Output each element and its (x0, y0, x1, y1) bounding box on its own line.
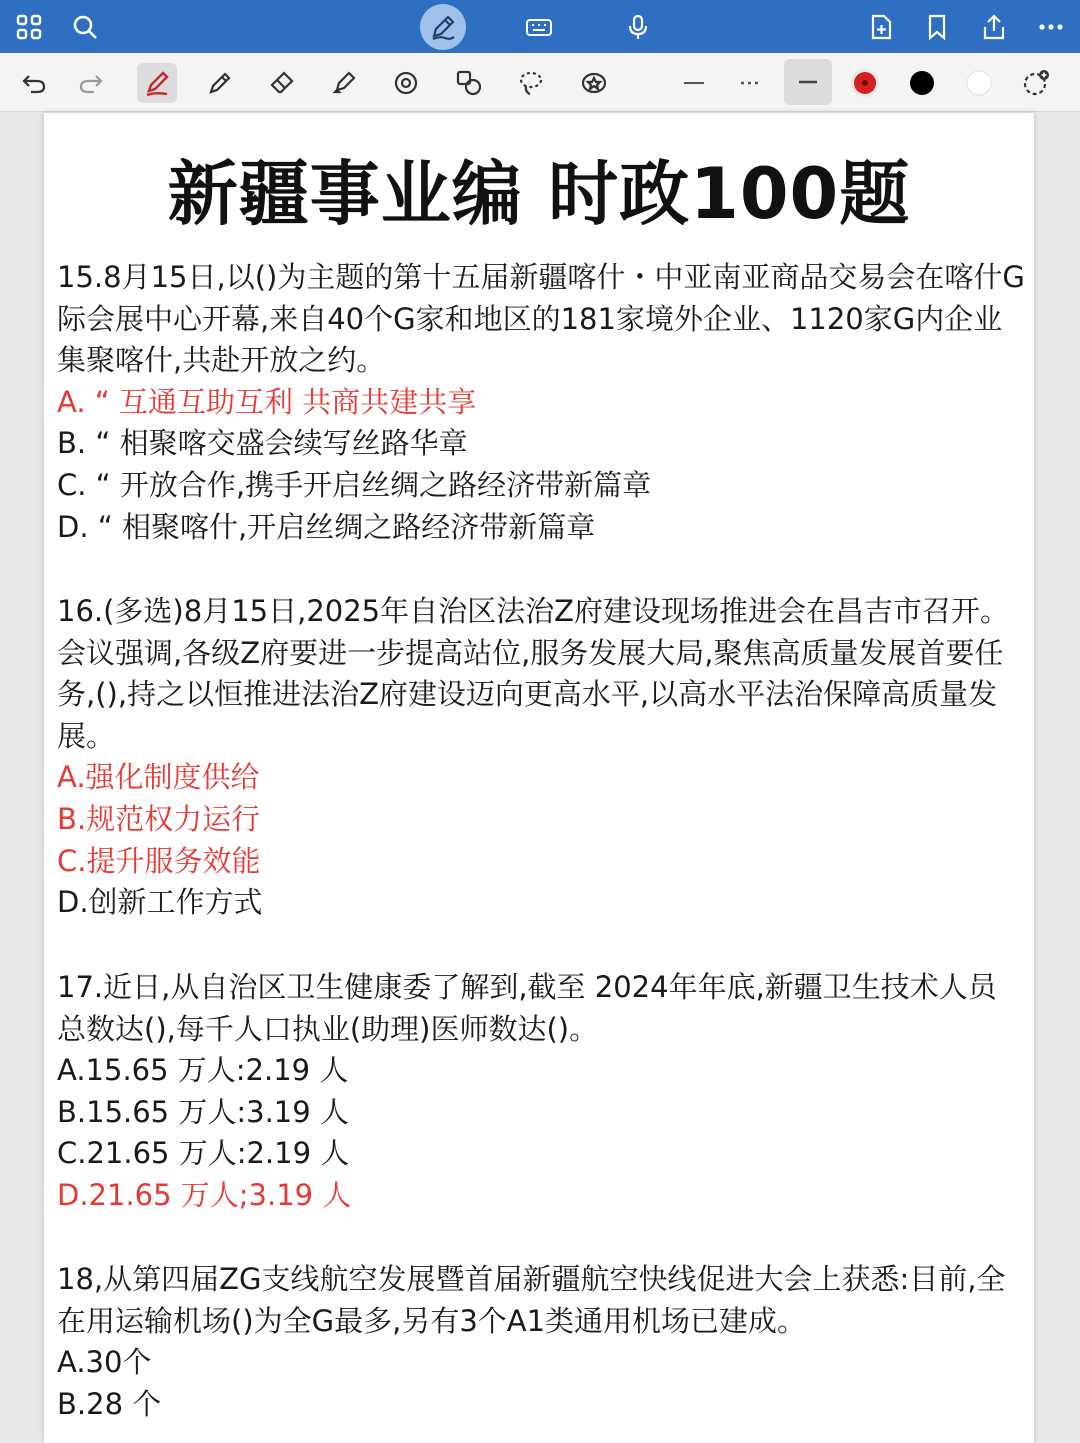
option-a: A.15.65 万人:2.19 人 (57, 1053, 349, 1088)
line-solid-icon[interactable] (674, 63, 714, 103)
color-red[interactable] (845, 63, 885, 103)
bookmark-icon[interactable] (918, 8, 956, 46)
option-b: B.15.65 万人:3.19 人 (57, 1094, 349, 1129)
question-18 (57, 1259, 1025, 1425)
share-icon[interactable] (975, 8, 1013, 46)
sticker-icon[interactable] (574, 63, 614, 103)
note-page[interactable] (44, 113, 1034, 1443)
line-thick-icon[interactable] (784, 59, 832, 105)
option-b: B.28 个 (57, 1386, 162, 1421)
question-16 (57, 591, 1025, 924)
line-dash-icon[interactable] (731, 63, 771, 103)
option-d: D. “ 相聚喀什,开启丝绸之路经济带新篇章 (57, 509, 596, 544)
page-title: 新疆事业编 时政100题 (167, 153, 911, 235)
redo-icon[interactable] (71, 63, 111, 103)
keyboard-icon[interactable] (520, 8, 558, 46)
pen-tool-icon[interactable] (137, 63, 177, 103)
option-b: B. “ 相聚喀交盛会续写丝路华章 (57, 426, 468, 461)
add-color-icon[interactable] (1016, 63, 1056, 103)
add-page-icon[interactable] (862, 8, 900, 46)
option-c: C.21.65 万人:2.19 人 (57, 1136, 350, 1171)
option-d: D.创新工作方式 (57, 885, 263, 920)
undo-icon[interactable] (14, 63, 54, 103)
color-white[interactable] (959, 63, 999, 103)
grid-icon[interactable] (10, 8, 48, 46)
option-a: A.强化制度供给 (57, 760, 260, 795)
elements-icon[interactable] (449, 63, 489, 103)
color-black[interactable] (902, 63, 942, 103)
question-17 (57, 967, 1025, 1217)
search-icon[interactable] (66, 8, 104, 46)
lasso-icon[interactable] (511, 63, 551, 103)
highlighter-icon[interactable] (324, 63, 364, 103)
option-a: A.30个 (57, 1345, 152, 1380)
shape-icon[interactable] (386, 63, 426, 103)
question-stem: 16.(多选)8月15日,2025年自治区法治Z府建设现场推进会在昌吉市召开。会议强调,各级Z府要进一步提高站位,服务发展大局,聚焦高质量发展首要任务,(),持之以恒推进法治Z府建设迈向更高水平,以高水平法治保障高质量发展。 (57, 594, 1009, 753)
option-d: D.21.65 万人;3.19 人 (57, 1177, 352, 1212)
option-c: C. “ 开放合作,携手开启丝绸之路经济带新篇章 (57, 467, 652, 502)
pencil-icon[interactable] (200, 63, 240, 103)
question-15 (57, 257, 1025, 548)
microphone-icon[interactable] (619, 8, 657, 46)
option-a: A. “ 互通互助互利 共商共建共享 (57, 384, 477, 419)
question-stem: 15.8月15日,以()为主题的第十五届新疆喀什・中亚南亚商品交易会在喀什G际会展中心开幕,来自40个G家和地区的181家境外企业、1120家G内企业集聚喀什,共赴开放之约。 (57, 260, 1025, 378)
more-icon[interactable] (1032, 8, 1070, 46)
drawing-toolbar (0, 53, 1080, 112)
question-stem: 17.近日,从自治区卫生健康委了解到,截至 2024年年底,新疆卫生技术人员总数达(),每千人口执业(助理)医师数达()。 (57, 970, 997, 1046)
eraser-icon[interactable] (262, 63, 302, 103)
option-b: B.规范权力运行 (57, 801, 261, 836)
top-app-bar (0, 0, 1080, 53)
question-stem: 18,从第四届ZG支线航空发展暨首届新疆航空快线促进大会上获悉:目前,全在用运输机场()为全G最多,另有3个A1类通用机场已建成。 (57, 1262, 1006, 1338)
pen-mode-icon[interactable] (420, 4, 466, 50)
option-c: C.提升服务效能 (57, 843, 261, 878)
